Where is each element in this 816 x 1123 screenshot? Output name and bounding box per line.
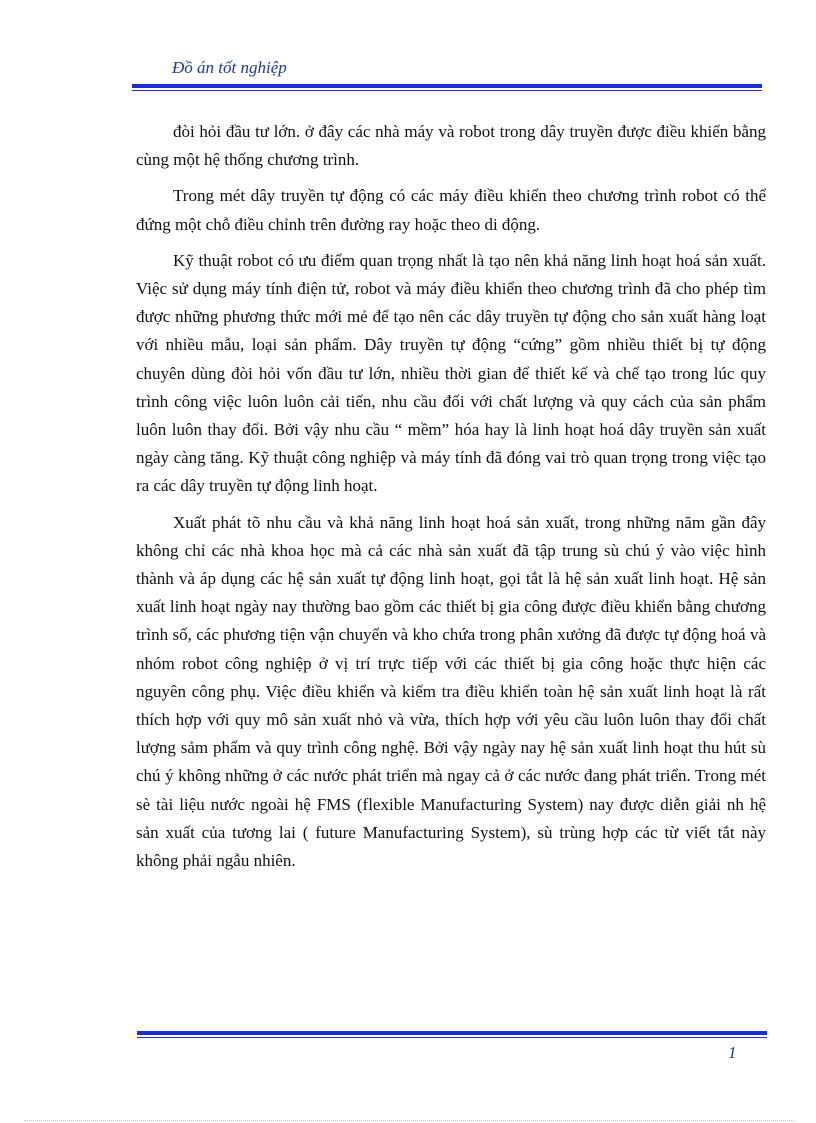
page-bottom-dotted-line bbox=[24, 1120, 794, 1121]
header-rule-thick bbox=[132, 84, 762, 88]
paragraph-3: Kỹ thuật robot có ưu điểm quan trọng nhất là tạo nên khả năng linh hoạt hoá sản xuất. Việc sử dụng máy tính điện tử, robot và máy điều khiển theo chương trình đã cho phép tìm được những phương thức mới mẻ để tạo nên các dây truyền tự động cho sản xuất hàng loạt với nhiều mẫu, loại sản phẩm. Dây truyền tự động “cứng” gồm nhiều thiết bị tự động chuyên dùng đòi hỏi vốn đầu tư lớn, nhiều thời gian để thiết kế và chế tạo trong lúc quy trình công việc luôn luôn cải tiến, nhu cầu đối với chất lượng và quy cách của sản phẩm luôn luôn thay đổi. Bởi vậy nhu cầu “ mềm” hóa hay là linh hoạt hoá dây truyền sản xuất ngày càng tăng. Kỹ thuật công nghiệp và máy tính đã đóng vai trò quan trọng trong việc tạo ra các dây truyền tự động linh hoạt. bbox=[136, 250, 766, 496]
body-text bbox=[136, 118, 766, 883]
document-title: Đồ án tốt nghiệp bbox=[172, 58, 287, 77]
paragraph-2: Trong mét dây truyền tự động có các máy điều khiển theo chương trình robot có thể đứng một chỗ điều chỉnh trên đường ray hoặc theo di động. bbox=[136, 186, 766, 234]
paragraph-4: Xuất phát tõ nhu cầu và khả năng linh hoạt hoá sản xuất, trong những năm gần đây không chỉ các nhà khoa học mà cả các nhà sản xuất đã tập trung sù chú ý vào việc hình thành và áp dụng các hệ sản xuất tự động linh hoạt, gọi tắt là hệ sản xuất linh hoạt. Hệ sản xuất linh hoạt ngày nay thường bao gồm các thiết bị gia công được điều khiển bằng chương trình số, các phương tiện vận chuyển và kho chứa trong phân xưởng đã được tự động hoá và nhóm robot công nghiệp ở vị trí trực tiếp với các thiết bị gia công hoặc thực hiện các nguyên công phụ. Việc điều khiển và kiểm tra điều khiển toàn hệ sản xuất linh hoạt là rất thích hợp với quy mô sản xuất nhỏ và vừa, thích hợp với yêu cầu luôn luôn thay đổi chất lượng sảm phẩm và quy trình công nghệ. Bởi vậy ngày nay hệ sản xuất linh hoạt thu hút sù chú ý không những ở các nước phát triển mà ngay cả ở các nước đang phát triển. Trong mét sè tài liệu nước ngoài hệ FMS (flexible Manufacturing System) nay được diễn giải nh hệ sản xuất của tương lai ( future Manufacturing System), sù trùng hợp các từ viết tắt này không phải ngẫu nhiên. bbox=[136, 512, 766, 871]
footer-rule-thin bbox=[137, 1037, 767, 1038]
paragraph-1: đòi hỏi đầu tư lớn. ở đây các nhà máy và robot trong dây truyền được điều khiển bằng cùng một hệ thống chương trình. bbox=[136, 122, 766, 170]
header-rule-thin bbox=[132, 90, 762, 91]
page-number: 1 bbox=[728, 1043, 737, 1062]
footer-rule-thick bbox=[137, 1031, 767, 1035]
